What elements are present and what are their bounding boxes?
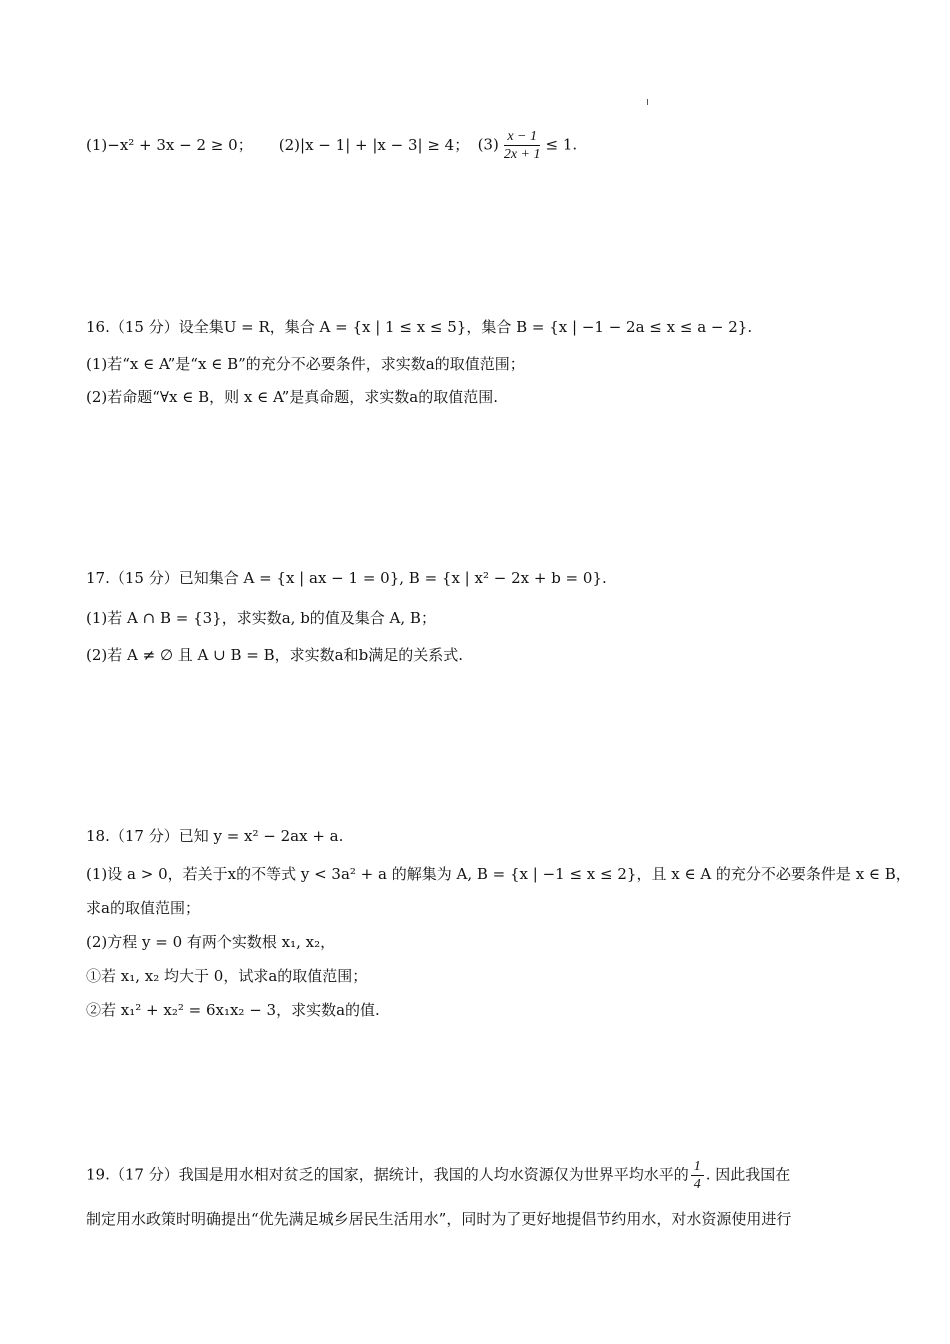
q19-line1-pre: 19.（17 分）我国是用水相对贫乏的国家，据统计，我国的人均水资源仅为世界平均水平的 <box>86 1165 689 1184</box>
stray-mark <box>647 99 648 105</box>
q16-stem: 16.（15 分）设全集U = R，集合 A = {x | 1 ≤ x ≤ 5}，集合 B = {x | −1 − 2a ≤ x ≤ a − 2}. <box>86 318 753 336</box>
q15-part3-prefix: (3) <box>477 135 499 154</box>
q16-part2: (2)若命题“∀x ∈ B，则 x ∈ A”是真命题，求实数a的取值范围. <box>86 388 498 406</box>
q17-part2: (2)若 A ≠ ∅ 且 A ∪ B = B，求实数a和b满足的关系式. <box>86 646 463 664</box>
q15-part3-suffix: ≤ 1. <box>545 135 578 154</box>
q19-line1 <box>86 1158 790 1193</box>
q15-part3 <box>478 128 578 163</box>
q18-part1-line2: 求a的取值范围； <box>86 899 200 917</box>
q15-part3-denominator: 2x + 1 <box>503 147 541 162</box>
q15-parts-line <box>86 128 577 163</box>
q18-part1-line1: (1)设 a > 0，若关于x的不等式 y < 3a² + a 的解集为 A, B = {x | −1 ≤ x ≤ 2}，且 x ∈ A 的充分不必要条件是 x ∈ B， <box>86 865 911 883</box>
q15-part3-numerator: x − 1 <box>504 128 540 146</box>
q18-sub2: ②若 x₁² + x₂² = 6x₁x₂ − 3，求实数a的值. <box>86 1001 380 1019</box>
q19-fraction-denominator: 4 <box>693 1177 701 1192</box>
q15-part1: (1)−x² + 3x − 2 ≥ 0； <box>86 135 253 154</box>
q18-part2: (2)方程 y = 0 有两个实数根 x₁, x₂， <box>86 933 336 951</box>
q19-fraction <box>691 1158 704 1193</box>
q15-part3-fraction <box>501 128 544 163</box>
q17-part1: (1)若 A ∩ B = {3}，求实数a, b的值及集合 A, B； <box>86 609 436 627</box>
q19-fraction-numerator: 1 <box>691 1158 704 1176</box>
q18-sub1: ①若 x₁, x₂ 均大于 0，试求a的取值范围； <box>86 967 368 985</box>
q15-part2: (2)|x − 1| + |x − 3| ≥ 4； <box>278 135 470 154</box>
q16-part1: (1)若“x ∈ A”是“x ∈ B”的充分不必要条件，求实数a的取值范围； <box>86 355 525 373</box>
q19-line1-post: . 因此我国在 <box>705 1165 791 1184</box>
q18-stem: 18.（17 分）已知 y = x² − 2ax + a. <box>86 827 344 845</box>
q19-line2: 制定用水政策时明确提出“优先满足城乡居民生活用水”，同时为了更好地提倡节约用水，对水资源使用进行 <box>86 1210 792 1228</box>
q17-stem: 17.（15 分）已知集合 A = {x | ax − 1 = 0}, B = {x | x² − 2x + b = 0}. <box>86 569 607 587</box>
